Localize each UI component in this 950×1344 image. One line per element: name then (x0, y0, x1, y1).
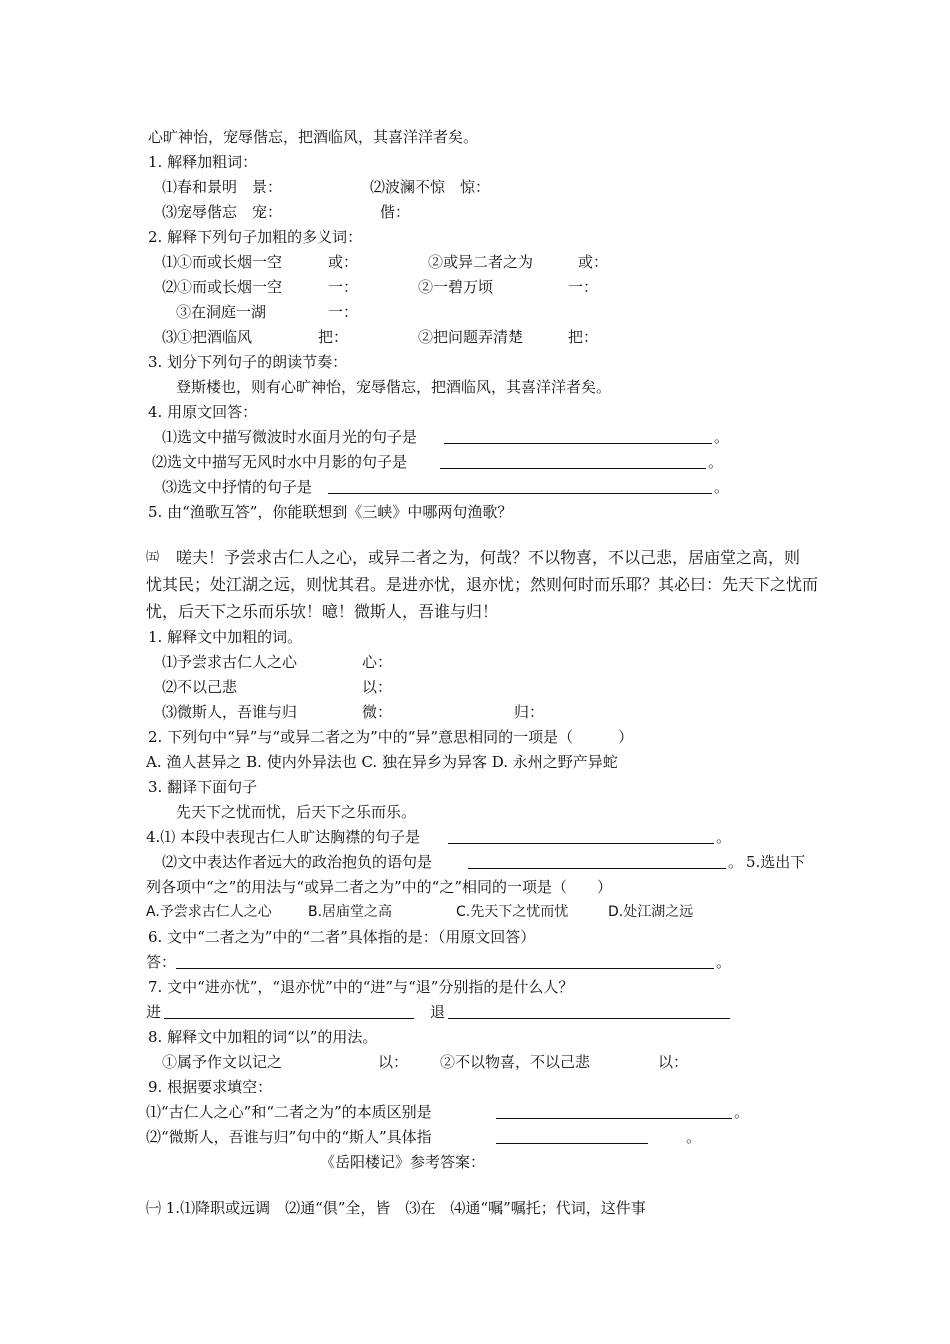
item-label: 进 (146, 1003, 162, 1021)
question-title: 5. 由“渔歌互答”，你能联想到《三峡》中哪两句渔歌？ (148, 503, 513, 521)
item-label: 把： (568, 328, 599, 346)
item-label: ⑴①而或长烟一空 (162, 253, 283, 271)
item-label: 归： (514, 703, 545, 721)
item-label: ⑵文中表达作者远大的政治抱负的语句是 (162, 853, 433, 871)
item-label: 一： (328, 278, 359, 296)
item-label: ⑴“古仁人之心”和“二者之为”的本质区别是 (146, 1103, 432, 1121)
item-label: 或： (328, 253, 359, 271)
item-label: ⑵“微斯人，吾谁与归”句中的“斯人”具体指 (146, 1128, 432, 1146)
question-row (162, 252, 609, 272)
item-label: ⑶①把酒临风 (162, 328, 253, 346)
question-row (176, 302, 359, 322)
period: 。 (714, 478, 730, 496)
question-title: 2. 解释下列句子加粗的多义词： (148, 228, 363, 246)
item-label: 以： (362, 678, 393, 696)
answer-blank[interactable] (176, 954, 714, 969)
choice-options: A. 渔人甚异之 B. 使内外异法也 C. 独在异乡为异客 D. 永州之野产异蛇 (146, 753, 618, 771)
period: 。 (734, 1103, 750, 1121)
question-row (162, 327, 599, 347)
question-row (162, 427, 730, 447)
item-label: ⑴选文中描写微波时水面月光的句子是 (162, 428, 418, 446)
passage-line: 忧其民；处江湖之远，则忧其君。是进亦忧，退亦忧；然则何时而乐耶？其必曰：先天下之忧而 (146, 575, 819, 594)
question-title: 8. 解释文中加粗的词“以”的用法。 (148, 1028, 378, 1046)
question-row (162, 477, 730, 497)
item-label: 微： (362, 703, 393, 721)
item-label: ②不以物喜，不以己悲 (440, 1053, 591, 1071)
item-label: 心： (362, 653, 393, 671)
quoted-sentence: 先天下之忧而忧，后天下之乐而乐。 (176, 803, 417, 821)
item-label: 答： (146, 953, 177, 971)
answer-line: ㈠ 1.⑴降职或远调 ⑵通“俱”全，皆 ⑶在 ⑷通“嘱”嘱托；代词，这件事 (146, 1199, 646, 1217)
item-label: 偕： (380, 203, 411, 221)
period: 。 (714, 428, 730, 446)
question-title: 3. 划分下列句子的朗读节奏： (148, 353, 348, 371)
question-title: 5.选出下 (746, 853, 806, 871)
answer-blank[interactable] (328, 479, 712, 494)
item-label: 以： (378, 1053, 409, 1071)
period: 。 (686, 1128, 702, 1146)
answer-blank[interactable] (496, 1104, 732, 1119)
answer-blank[interactable] (444, 429, 712, 444)
question-row (146, 1102, 750, 1122)
question-title: 1. 解释文中加粗的词。 (148, 628, 303, 646)
item-label: 一： (328, 303, 359, 321)
choice-options (146, 902, 694, 922)
answer-blank[interactable] (440, 454, 706, 469)
item-label: ⑶选文中抒情的句子是 (162, 478, 313, 496)
item-label: ⑶微斯人，吾谁与归 (162, 703, 298, 721)
question-row (152, 452, 724, 472)
answer-blank[interactable] (496, 1129, 648, 1144)
question-title: 6. 文中“二者之为”中的“二者”具体指的是：（用原文回答） (148, 928, 536, 946)
item-label: 以： (658, 1053, 689, 1071)
period: 。 (708, 453, 724, 471)
item-label: 或： (578, 253, 609, 271)
answer-blank[interactable] (448, 1004, 730, 1019)
question-row (162, 177, 491, 197)
item-label: ⑵波澜不惊 惊： (370, 178, 491, 196)
answer-blank[interactable] (468, 854, 726, 869)
period: 。 (728, 853, 744, 871)
item-label: ⑵不以己悲 (162, 678, 238, 696)
item-label: ②一碧万顷 (418, 278, 494, 296)
answer-blank[interactable] (164, 1004, 414, 1019)
item-label: ⑶宠辱偕忘 宠： (162, 203, 283, 221)
item-label: ①属予作文以记之 (162, 1053, 283, 1071)
question-row (146, 827, 732, 847)
answer-blank[interactable] (448, 829, 714, 844)
question-row (162, 677, 393, 697)
item-label: ⑵①而或长烟一空 (162, 278, 283, 296)
period: 。 (716, 953, 732, 971)
question-row (162, 277, 599, 297)
item-label: ⑴予尝求古仁人之心 (162, 653, 298, 671)
passage-line: 嗟夫！予尝求古仁人之心，或异二者之为，何哉？不以物喜，不以己悲，居庙堂之高，则 (176, 548, 801, 567)
question-row (162, 202, 411, 222)
passage-line: 忧，后天下之乐而乐欤！噫！微斯人，吾谁与归！ (146, 602, 499, 621)
question-row (162, 652, 393, 672)
answers-heading: 《岳阳楼记》参考答案： (320, 1153, 486, 1171)
item-label: ⑴春和景明 景： (162, 178, 283, 196)
choice-option: C.先天下之忧而忧 (456, 904, 569, 920)
question-row (146, 952, 732, 972)
question-row (146, 1002, 446, 1022)
question-title: 1. 解释加粗词： (148, 153, 258, 171)
question-title: 4. 用原文回答： (148, 403, 258, 421)
question-row (162, 852, 806, 872)
question-title: 2. 下列句中“异”与“或异二者之为”中的“异”意思相同的一项是（ ） (148, 728, 634, 746)
item-label: 把： (318, 328, 349, 346)
choice-option: A.予尝求古仁人之心 (146, 904, 272, 920)
section-marker: ㈤ (146, 550, 160, 565)
quoted-sentence: 登斯楼也，则有心旷神怡，宠辱偕忘，把酒临风，其喜洋洋者矣。 (176, 378, 612, 396)
question-title: 列各项中“之”的用法与“或异二者之为”中的“之”相同的一项是（ ） (146, 878, 613, 896)
choice-option: B.居庙堂之高 (308, 904, 393, 920)
item-label: 退 (430, 1003, 446, 1021)
question-title: 3. 翻译下面句子 (148, 778, 258, 796)
question-row (162, 702, 545, 722)
item-label: ⑵选文中描写无风时水中月影的句子是 (152, 453, 408, 471)
question-row (146, 1127, 702, 1147)
question-row (162, 1052, 689, 1072)
question-title: 7. 文中“进亦忧”，“退亦忧”中的“进”与“退”分别指的是什么人？ (148, 978, 574, 996)
passage-line: 心旷神怡，宠辱偕忘，把酒临风，其喜洋洋者矣。 (148, 128, 479, 146)
item-label: ②把问题弄清楚 (418, 328, 524, 346)
item-label: ②或异二者之为 (428, 253, 534, 271)
item-label: 4.⑴ 本段中表现古仁人旷达胸襟的句子是 (146, 828, 421, 846)
period: 。 (716, 828, 732, 846)
item-label: ③在洞庭一湖 (176, 303, 267, 321)
choice-option: D.处江湖之远 (608, 904, 694, 920)
item-label: 一： (568, 278, 599, 296)
question-title: 9. 根据要求填空： (148, 1078, 273, 1096)
